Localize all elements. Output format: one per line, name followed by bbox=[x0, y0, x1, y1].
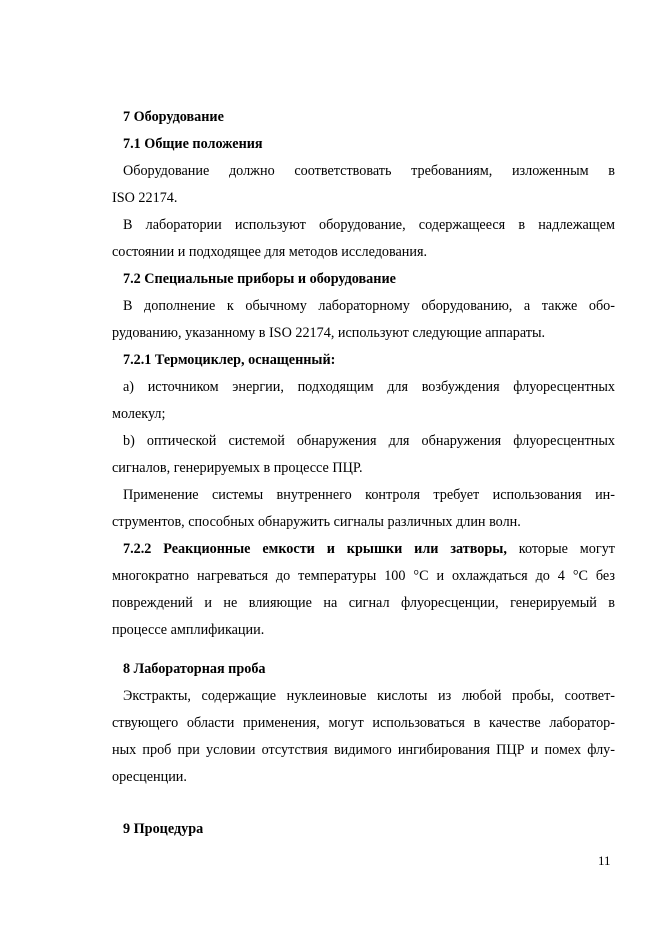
paragraph-line: молекул; bbox=[112, 406, 166, 422]
list-item-b: b) оптической системой обнаружения для обнаружения флуоресцентных bbox=[123, 433, 615, 449]
paragraph-line: повреждений и не влияющие на сигнал флуоресценции, генерируемый в bbox=[112, 595, 615, 611]
section-7-2-1-heading: 7.2.1 Термоциклер, оснащенный: bbox=[123, 352, 336, 368]
paragraph-line: состоянии и подходящее для методов исследования. bbox=[112, 244, 428, 260]
paragraph-line: процессе амплификации. bbox=[112, 622, 265, 638]
section-7-2-2-heading: 7.2.2 Реакционные емкости и крышки или затворы, bbox=[123, 541, 507, 557]
paragraph-line: сигналов, генерируемых в процессе ПЦР. bbox=[112, 460, 363, 476]
section-7-2-heading: 7.2 Специальные приборы и оборудование bbox=[123, 271, 396, 287]
paragraph-line: Применение системы внутреннего контроля требует использования ин- bbox=[123, 487, 615, 503]
paragraph-line: многократно нагреваться до температуры 100 °С и охлаждаться до 4 °С без bbox=[112, 568, 615, 584]
paragraph-line: струментов, способных обнаружить сигналы различных длин волн. bbox=[112, 514, 521, 530]
paragraph-line: оресценции. bbox=[112, 769, 187, 785]
paragraph-line: Оборудование должно соответствовать требованиям, изложенным в bbox=[123, 163, 615, 179]
paragraph-line: ISO 22174. bbox=[112, 190, 178, 206]
section-7-2-2-line bbox=[123, 540, 615, 558]
list-item-a: a) источником энергии, подходящим для возбуждения флуоресцентных bbox=[123, 379, 615, 395]
section-9-heading: 9 Процедура bbox=[123, 821, 204, 837]
page-number: 11 bbox=[598, 853, 611, 868]
paragraph-line: ных проб при условии отсутствия видимого ингибирования ПЦР и помех флу- bbox=[112, 742, 615, 758]
paragraph-line: рудованию, указанному в ISO 22174, используют следующие аппараты. bbox=[112, 325, 546, 341]
paragraph-line: ствующего области применения, могут использоваться в качестве лаборатор- bbox=[112, 715, 615, 731]
section-7-1-heading: 7.1 Общие положения bbox=[123, 136, 263, 152]
paragraph-line: В дополнение к обычному лабораторному оборудованию, а также обо- bbox=[123, 298, 615, 314]
section-8-heading: 8 Лабораторная проба bbox=[123, 661, 266, 677]
section-7-2-2-text: которые могут bbox=[506, 541, 615, 557]
section-7-heading: 7 Оборудование bbox=[123, 109, 224, 125]
paragraph-line: В лаборатории используют оборудование, содержащееся в надлежащем bbox=[123, 217, 615, 233]
paragraph-line: Экстракты, содержащие нуклеиновые кислоты из любой пробы, соответ- bbox=[123, 688, 615, 704]
